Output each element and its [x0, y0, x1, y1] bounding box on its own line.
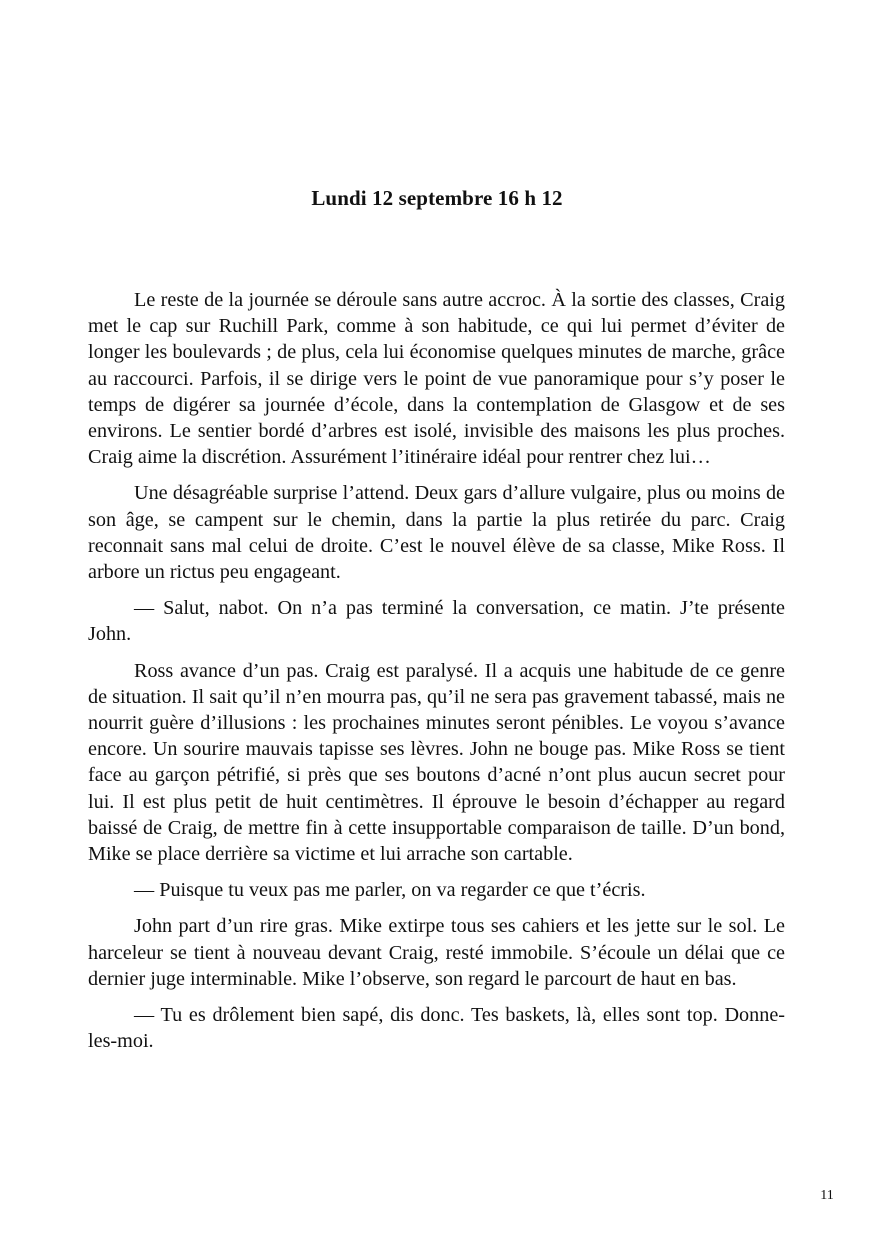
page-number: 11: [820, 1188, 834, 1203]
paragraph: Le reste de la journée se déroule sans autre accroc. À la sortie des classes, Craig met le cap sur Ruchill Park, comme à son habitude, ce qui lui permet d’éviter de longer les boulevards ; de plus, cela lui économise quelques minutes de marche, grâce au raccourci. Parfois, il se dirige vers le point de vue panoramique pour s’y poser le temps de digérer sa journée d’école, dans la contemplation de Glasgow et de ses environs. Le sentier bordé d’arbres est isolé, invisible des maisons les plus proches. Craig aime la discrétion. Assurément l’itinéraire idéal pour rentrer chez lui…: [88, 289, 785, 469]
paragraph: John part d’un rire gras. Mike extirpe tous ses cahiers et les jette sur le sol. Le harceleur se tient à nouveau devant Craig, resté immobile. S’écoule un délai que ce dernier juge interminable. Mike l’observe, son regard le parcourt de haut en bas.: [88, 915, 785, 990]
dialogue-paragraph: — Salut, nabot. On n’a pas terminé la conversation, ce matin. J’te présente John.: [88, 597, 785, 646]
dialogue-paragraph: — Puisque tu veux pas me parler, on va regarder ce que t’écris.: [134, 879, 646, 902]
body-text: [88, 287, 785, 1064]
chapter-heading: Lundi 12 septembre 16 h 12: [311, 186, 563, 211]
dialogue-paragraph: — Tu es drôlement bien sapé, dis donc. Tes baskets, là, elles sont top. Donne-les-moi.: [88, 1004, 785, 1053]
paragraph: Une désagréable surprise l’attend. Deux gars d’allure vulgaire, plus ou moins de son âge, se campent sur le chemin, dans la partie la plus retirée du parc. Craig reconnait sans mal celui de droite. C’est le nouvel élève de sa classe, Mike Ross. Il arbore un rictus peu engageant.: [88, 482, 785, 584]
paragraph: Ross avance d’un pas. Craig est paralysé. Il a acquis une habitude de ce genre de situation. Il sait qu’il n’en mourra pas, qu’il ne sera pas gravement tabassé, mais ne nourrit guère d’illusions : les prochaines minutes seront pénibles. Le voyou s’avance encore. Un sourire mauvais tapisse ses lèvres. John ne bouge pas. Mike Ross se tient face au garçon pétrifié, si près que ses boutons d’acné n’ont plus aucun secret pour lui. Il est plus petit de huit centimètres. Il éprouve le besoin d’échapper au regard baissé de Craig, de mettre fin à cette insupportable comparaison de taille. D’un bond, Mike se place derrière sa victime et lui arrache son cartable.: [88, 659, 785, 866]
